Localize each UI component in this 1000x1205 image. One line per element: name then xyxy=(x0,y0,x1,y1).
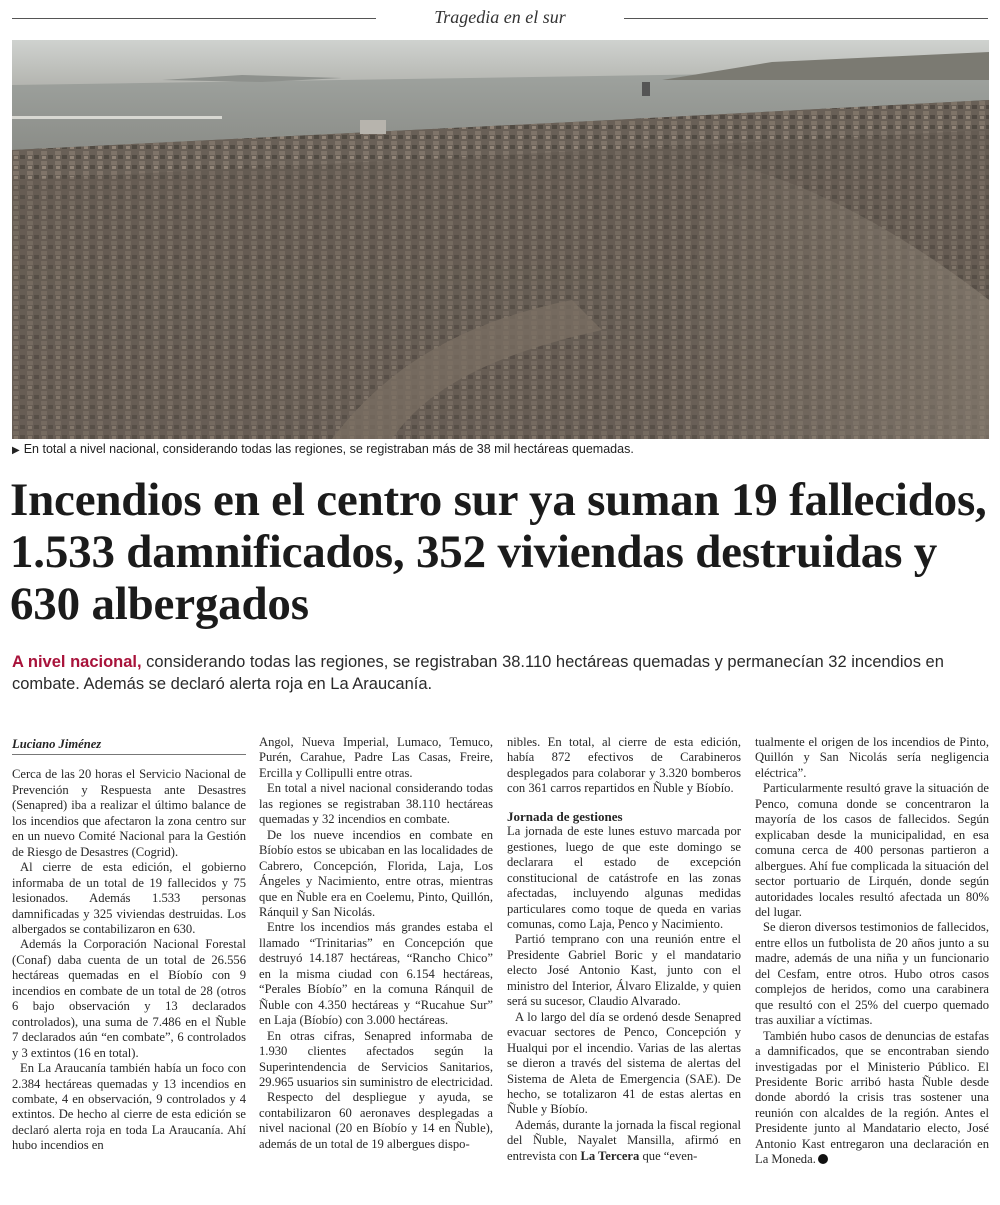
headline: Incendios en el centro sur ya suman 19 fallecidos, 1.533 damnificados, 352 viviendas destruidas y 630 albergados xyxy=(10,474,987,630)
paragraph xyxy=(507,1118,741,1164)
paragraph: En total a nivel nacional considerando todas las regiones se registraban 38.110 hectáreas quemadas y 32 incendios en combate. xyxy=(259,781,493,827)
photo-caption xyxy=(12,442,988,456)
byline: Luciano Jiménez xyxy=(12,737,246,755)
newspaper-name: La Tercera xyxy=(580,1148,640,1163)
aerial-photo-burned-city xyxy=(12,40,989,439)
subhead: Jornada de gestiones xyxy=(507,808,623,824)
column-1 xyxy=(12,735,246,1154)
paragraph: A lo largo del día se ordenó desde Senapred evacuar sectores de Penco, Concepción y Hualqui por el incendio. Varias de las alertas se dieron a través del sistema de alertas del Sistema de Aleta de Emergencia (SAE). De hecho, se totalizaron 41 de estas alertas en Ñuble y Bíobío. xyxy=(507,1009,741,1117)
lede xyxy=(12,651,988,695)
paragraph: Respecto del despliegue y ayuda, se contabilizaron 60 aeronaves desplegadas a nivel nacional (20 en Bíobío y 14 en Ñuble), además de un total de 19 albergues dispo- xyxy=(259,1090,493,1151)
column-2 xyxy=(259,735,493,1152)
paragraph: Al cierre de esta edición, el gobierno informaba de un total de 19 fallecidos y 75 lesionados. Además 1.533 personas damnificadas y 325 viviendas destruidas. Los albergados se contabilizaron en 630. xyxy=(12,860,246,936)
paragraph-text: También hubo casos de denuncias de estafas a damnificados, que se encontraban siendo investigadas por el Ministerio Público. El Presidente Boric arribó hasta Ñuble desde donde abordó la crisis tras sostener una reunión con alcaldes de la región. Antes el Presidente junto al Mandatario electo, José Antonio Kast entregaron una declaración en La Moneda. xyxy=(755,1028,989,1167)
header-rule-right xyxy=(624,18,988,19)
paragraph: Partió temprano con una reunión entre el Presidente Gabriel Boric y el mandatario electo José Antonio Kast, junto con el ministro del Interior, Álvaro Elizalde, y quien será su sucesor, Claudio Alvarado. xyxy=(507,932,741,1009)
paragraph: Particularmente resultó grave la situación de Penco, comuna donde se concentraron la mayoría de los casos de fallecidos. Según explicaban desde la municipalidad, en esa comuna cerca de 400 personas partieron a albergues. Ahí fue complicada la situación del sector portuario de Lirquén, donde según autoridades locales resultó afectada un 80% del lugar. xyxy=(755,781,989,919)
lede-accent: A nivel nacional, xyxy=(12,653,142,671)
column-3 xyxy=(507,735,741,1164)
paragraph: Cerca de las 20 horas el Servicio Nacional de Prevención y Respuesta ante Desastres (Senapred) iba a realizar el último balance de los incendios que afectaron la zona centro sur en un nuevo Comité Nacional para la Gestión de Riesgo de Desastres (Cogrid). xyxy=(12,767,246,859)
section-kicker: Tragedia en el sur xyxy=(434,7,566,27)
paragraph: Se dieron diversos testimonios de fallecidos, entre ellos un futbolista de 20 años junto a su madre, además de una niña y un funcionario del Cesfam, entre otros. Hubo otros casos complejos de heridos, como una carabinera que resultó con el 25% del cuerpo quemado tras auxiliar a víctimas. xyxy=(755,920,989,1028)
paragraph: Entre los incendios más grandes estaba el llamado “Trinitarias” en Concepción que destruyó 14.187 hectáreas, “Rancho Chico” en la misma ciudad con 6.154 hectáreas, “Perales Bíobío” en la comuna Ránquil de Ñuble con 4.350 hectáreas y “Rucahue Sur” en Laja (Bíobío) con 3.000 hectáreas. xyxy=(259,920,493,1028)
column-4 xyxy=(755,735,989,1168)
paragraph xyxy=(755,1029,989,1168)
paragraph: De los nueve incendios en combate en Bíobío estos se ubicaban en las localidades de Cabrero, Concepción, Florida, Laja, Los Ángeles y Nacimiento, entre otras, mientras que en Ñuble era en Coelemu, Pinto, Quillón, Ránquil y San Nicolás. xyxy=(259,827,493,919)
paragraph-text: que “even- xyxy=(639,1148,698,1163)
paragraph: nibles. En total, al cierre de esta edición, había 872 efectivos de Carabineros desplegados para colaborar y 3.320 bomberos con 361 carros repartidos en Ñuble y Bíobío. xyxy=(507,735,741,796)
paragraph: Angol, Nueva Imperial, Lumaco, Temuco, Purén, Carahue, Padre Las Casas, Freire, Ercilla y Collipulli entre otras. xyxy=(259,735,493,780)
paragraph: En La Araucanía también había un foco con 2.384 hectáreas quemadas y 13 incendios en combate, 4 en observación, 9 controlados y 4 extintos. De hecho al cierre de esta edición se declaró alerta roja en toda La Araucanía. Ahí hubo incendios en xyxy=(12,1061,246,1153)
paragraph: tualmente el origen de los incendios de Pinto, Quillón y San Nicolás sería negligencia eléctrica”. xyxy=(755,735,989,780)
end-of-article-dot-icon xyxy=(818,1154,828,1164)
paragraph-text: Además, durante la jornada la fiscal regional del Ñuble, Nayalet Mansilla, afirmó en entrevista con xyxy=(507,1117,741,1163)
photo-caption-text: En total a nivel nacional, considerando todas las regiones, se registraban más de 38 mil hectáreas quemadas. xyxy=(23,442,634,456)
section-header xyxy=(12,4,988,32)
header-rule-left xyxy=(12,18,376,19)
lede-text: considerando todas las regiones, se registraban 38.110 hectáreas quemadas y permanecían 32 incendios en combate. Además se declaró alerta roja en La Araucanía. xyxy=(12,653,944,693)
triangle-pointer-icon: ▶ xyxy=(12,445,20,456)
paragraph: La jornada de este lunes estuvo marcada por gestiones, luego de que este domingo se declarara el estado de excepción constitucional de catástrofe en las zonas afectadas, incluyendo algunas medidas particulares como toque de queda en varias comunas, como Laja, Penco y Nacimiento. xyxy=(507,824,741,931)
paragraph: En otras cifras, Senapred informaba de 1.930 clientes afectados según la Superintendencia de Servicios Sanitarios, 29.965 usuarios sin suministro de electricidad. xyxy=(259,1028,493,1089)
photo-illustration xyxy=(12,40,989,439)
paragraph: Además la Corporación Nacional Forestal (Conaf) daba cuenta de un total de 26.556 hectáreas quemadas en el Bíobío con 9 incendios en combate de un total de 28 (otros 6 bajo observación y 13 declarados controlados), una suma de 7.486 en el Ñuble 7 declarados aún “en combate”, 6 controlados y 3 extintos (16 en total). xyxy=(12,937,246,1060)
article-body xyxy=(12,735,988,1195)
